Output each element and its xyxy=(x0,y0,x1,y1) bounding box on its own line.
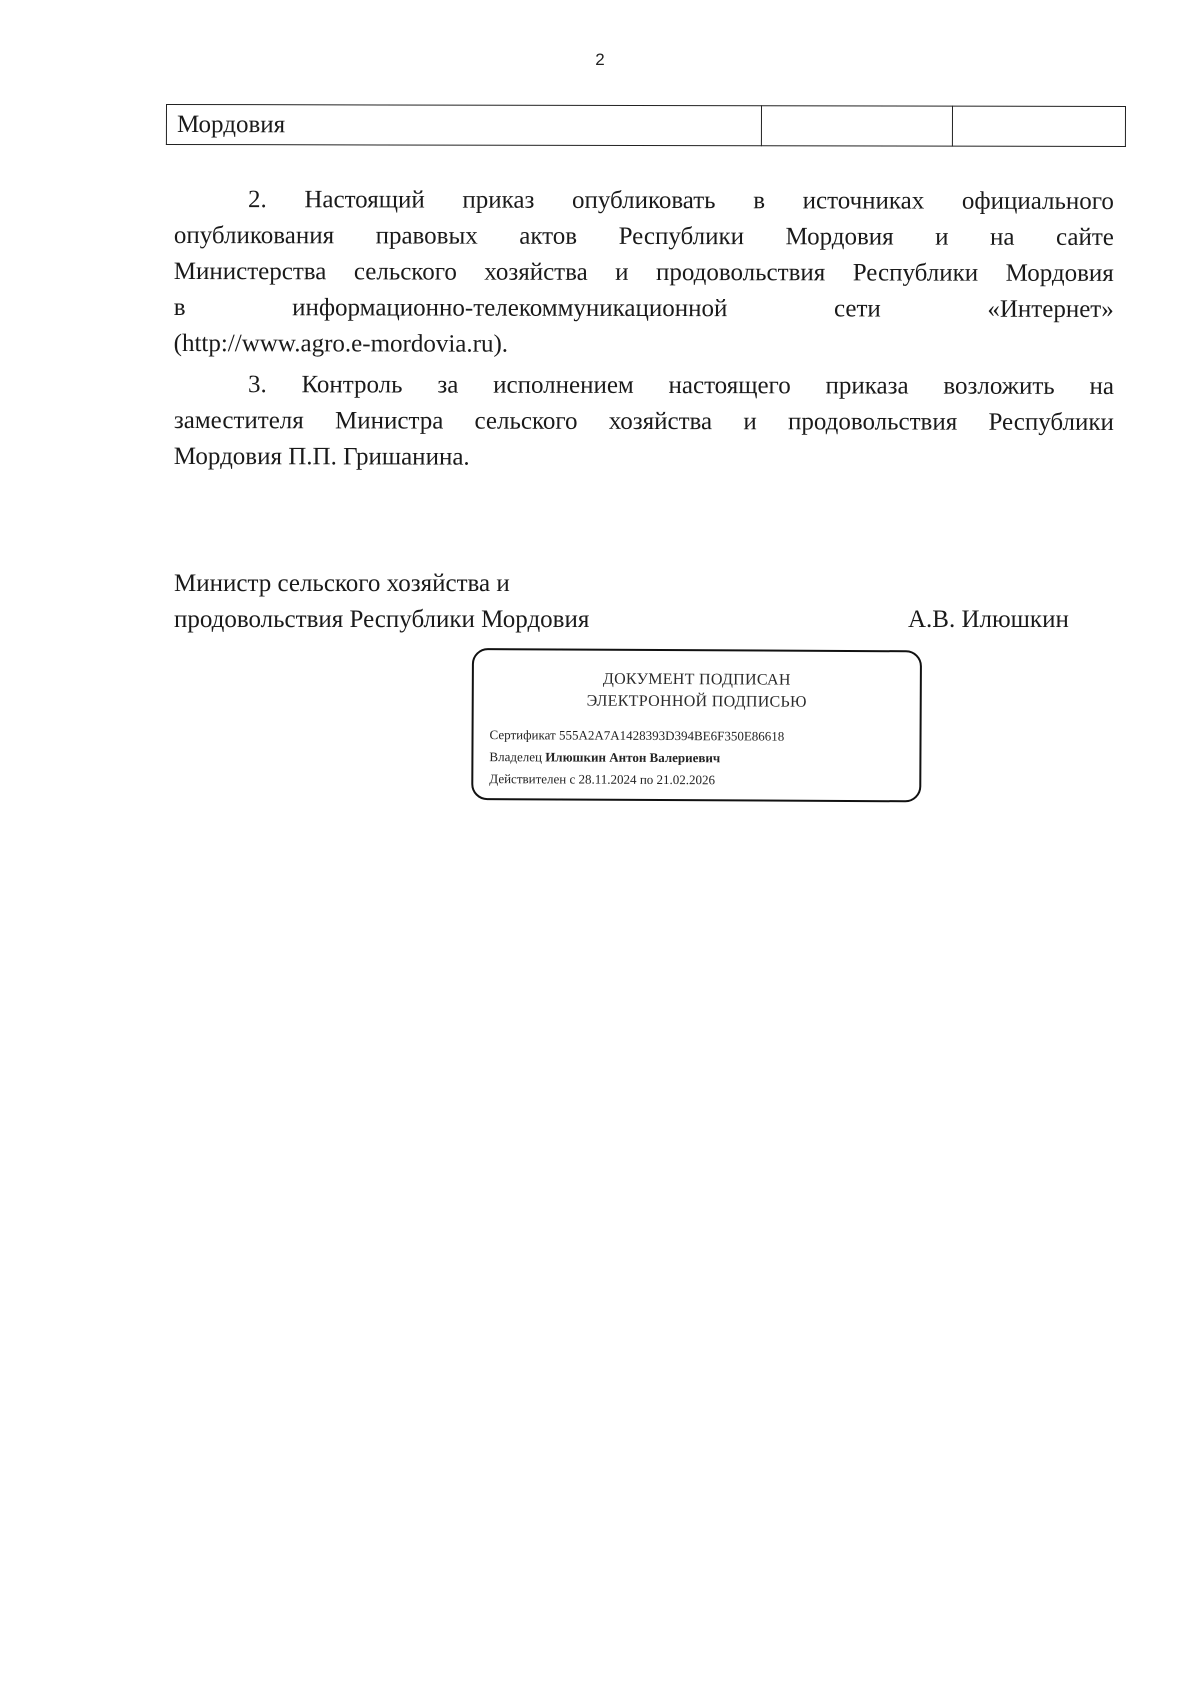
paragraph-line: 3. Контроль за исполнением настоящего приказа возложить на xyxy=(247,371,1114,400)
paragraph-line: в информационно-телекоммуникационной сети «Интернет» xyxy=(173,293,1114,323)
stamp-title-line: ЭЛЕКТРОННОЙ ПОДПИСЬЮ xyxy=(586,692,807,711)
stamp-valid-to-label: по xyxy=(639,771,654,787)
paragraph-line: опубликования правовых актов Республики Мордовия и на сайте xyxy=(173,221,1114,251)
paragraph-publication xyxy=(174,182,1114,364)
paragraph-line: Министерства сельского хозяйства и продовольствия Республики Мордовия xyxy=(173,257,1114,287)
table-row xyxy=(166,105,1125,147)
signatory-name: А.В. Илюшкин xyxy=(908,606,1069,633)
table-cell-empty xyxy=(953,106,1126,146)
stamp-owner-value: Илюшкин Антон Валериевич xyxy=(545,749,721,766)
signatory-position-line: продовольствия Республики Мордовия xyxy=(174,606,590,633)
stamp-valid-to: 21.02.2026 xyxy=(656,771,716,788)
stamp-validity xyxy=(489,768,715,791)
electronic-signature-stamp xyxy=(471,648,922,802)
paragraph-line: 2. Настоящий приказ опубликовать в источниках официального xyxy=(247,186,1114,215)
table-fragment xyxy=(166,104,1126,147)
paragraph-line: (http://www.agro.e-mordovia.ru). xyxy=(173,329,509,358)
paragraph-control xyxy=(174,367,1114,477)
stamp-certificate-value: 555A2A7A1428393D394BE6F350E86618 xyxy=(558,727,785,744)
table-cell-empty xyxy=(761,106,953,146)
stamp-certificate-label: Сертификат xyxy=(489,727,556,743)
stamp-certificate xyxy=(489,724,784,748)
table-cell-region: Мордовия xyxy=(166,105,761,146)
signatory-position-line: Министр сельского хозяйства и xyxy=(174,570,510,597)
stamp-owner xyxy=(489,746,720,769)
signatory-position xyxy=(174,566,589,638)
paragraph-line: Мордовия П.П. Гришанина. xyxy=(173,442,470,471)
stamp-owner-label: Владелец xyxy=(489,749,543,765)
stamp-title xyxy=(474,668,920,714)
stamp-title-line: ДОКУМЕНТ ПОДПИСАН xyxy=(602,670,791,689)
paragraph-line: заместителя Министра сельского хозяйства и продовольствия Республики xyxy=(173,406,1114,436)
page-number: 2 xyxy=(595,50,605,69)
stamp-valid-label: Действителен с xyxy=(489,771,576,787)
stamp-valid-from: 28.11.2024 xyxy=(578,771,637,787)
